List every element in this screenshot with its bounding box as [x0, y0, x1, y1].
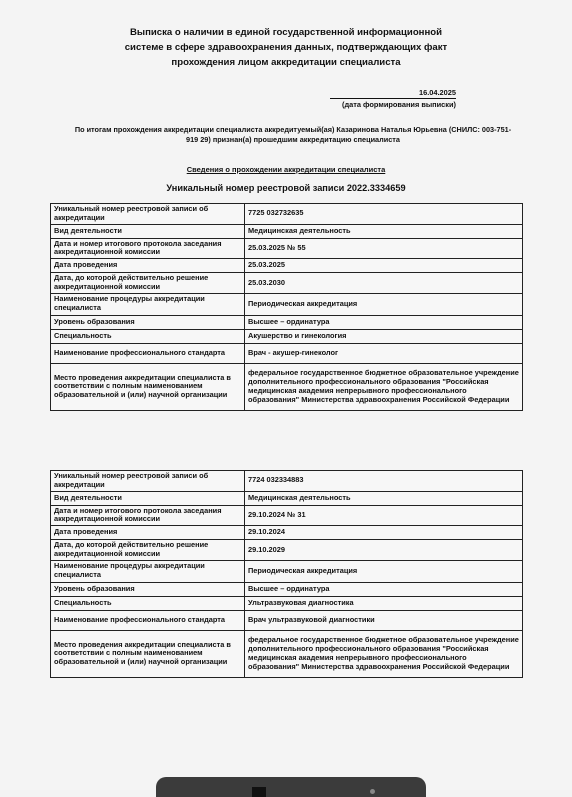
section-heading: Сведения о прохождении аккредитации специалиста — [186, 165, 386, 174]
table-row — [51, 363, 523, 410]
row-value: 25.03.2030 — [245, 273, 523, 294]
row-value: Периодическая аккредитация — [245, 293, 523, 315]
table-row — [51, 204, 523, 225]
row-label: Наименование процедуры аккредитации специалиста — [51, 560, 245, 582]
table-row — [51, 526, 523, 540]
row-value: 7724 032334883 — [245, 471, 523, 492]
table-row — [51, 273, 523, 294]
row-label: Дата проведения — [51, 526, 245, 540]
table-row — [51, 560, 523, 582]
row-label: Специальность — [51, 329, 245, 343]
row-label: Дата и номер итогового протокола заседания аккредитационной комиссии — [51, 238, 245, 259]
row-value: Акушерство и гинекология — [245, 329, 523, 343]
row-value: Врач ультразвуковой диагностики — [245, 610, 523, 630]
row-value: 25.03.2025 № 55 — [245, 238, 523, 259]
table-row — [51, 540, 523, 561]
title-line-2: системе в сфере здравоохранения данных, подтверждающих факт — [124, 42, 448, 53]
row-value: Врач - акушер-гинеколог — [245, 343, 523, 363]
registry-number-heading: Уникальный номер реестровой записи 2022.3334659 — [166, 183, 406, 193]
row-label: Уникальный номер реестровой записи об аккредитации — [51, 471, 245, 492]
toolbar-button[interactable] — [252, 787, 266, 797]
intro-line-1: По итогам прохождения аккредитации специалиста аккредитуемый(ая) Казаринова Наталья Юрьевна (СНИЛС: 003-751- — [74, 125, 512, 134]
formation-date-caption: (дата формирования выписки) — [342, 100, 456, 109]
formation-date: 16.04.2025 — [330, 88, 456, 99]
accreditation-table — [50, 470, 523, 678]
row-value: федеральное государственное бюджетное образовательное учреждение дополнительного профессионального образования "Российская медицинская академия непрерывного профессионального образования" Министерства здравоохранения Российской Федерации — [245, 630, 523, 677]
row-value: 7725 032732635 — [245, 204, 523, 225]
row-label: Место проведения аккредитации специалиста в соответствии с полным наименованием образовательной и (или) научной организации — [51, 630, 245, 677]
table-row — [51, 610, 523, 630]
row-label: Уникальный номер реестровой записи об аккредитации — [51, 204, 245, 225]
table-row — [51, 505, 523, 526]
table-row — [51, 293, 523, 315]
accreditation-table — [50, 203, 523, 411]
row-label: Дата, до которой действительно решение аккредитационной комиссии — [51, 273, 245, 294]
row-value: 25.03.2025 — [245, 259, 523, 273]
formation-date-block — [330, 88, 456, 109]
row-value: Высшее – ординатура — [245, 315, 523, 329]
title-line-1: Выписка о наличии в единой государственной информационной — [129, 27, 443, 38]
row-label: Наименование профессионального стандарта — [51, 610, 245, 630]
table-row — [51, 596, 523, 610]
row-value: 29.10.2024 — [245, 526, 523, 540]
row-value: Высшее – ординатура — [245, 582, 523, 596]
table-row — [51, 630, 523, 677]
document-title — [90, 25, 482, 70]
intro-line-2: 919 29) признан(а) прошедшим аккредитацию специалиста — [186, 134, 400, 144]
table-row — [51, 343, 523, 363]
row-label: Наименование профессионального стандарта — [51, 343, 245, 363]
row-label: Дата, до которой действительно решение аккредитационной комиссии — [51, 540, 245, 561]
title-line-3: прохождения лицом аккредитации специалиста — [171, 57, 401, 68]
row-label: Наименование процедуры аккредитации специалиста — [51, 293, 245, 315]
row-value: 29.10.2029 — [245, 540, 523, 561]
row-label: Дата проведения — [51, 259, 245, 273]
row-label: Уровень образования — [51, 315, 245, 329]
row-value: Медицинская деятельность — [245, 224, 523, 238]
table-row — [51, 582, 523, 596]
table-row — [51, 259, 523, 273]
row-label: Уровень образования — [51, 582, 245, 596]
row-value: Ультразвуковая диагностика — [245, 596, 523, 610]
row-label: Специальность — [51, 596, 245, 610]
table-row — [51, 224, 523, 238]
row-label: Дата и номер итогового протокола заседания аккредитационной комиссии — [51, 505, 245, 526]
table-row — [51, 315, 523, 329]
row-label: Вид деятельности — [51, 491, 245, 505]
intro-paragraph — [48, 125, 538, 144]
row-value: Периодическая аккредитация — [245, 560, 523, 582]
viewer-toolbar[interactable] — [156, 777, 426, 797]
row-value: Медицинская деятельность — [245, 491, 523, 505]
table-row — [51, 238, 523, 259]
row-label: Место проведения аккредитации специалиста в соответствии с полным наименованием образовательной и (или) научной организации — [51, 363, 245, 410]
row-value: федеральное государственное бюджетное образовательное учреждение дополнительного профессионального образования "Российская медицинская академия непрерывного профессионального образования" Министерства здравоохранения Российской Федерации — [245, 363, 523, 410]
table-row — [51, 491, 523, 505]
row-label: Вид деятельности — [51, 224, 245, 238]
table-row — [51, 471, 523, 492]
table-row — [51, 329, 523, 343]
row-value: 29.10.2024 № 31 — [245, 505, 523, 526]
